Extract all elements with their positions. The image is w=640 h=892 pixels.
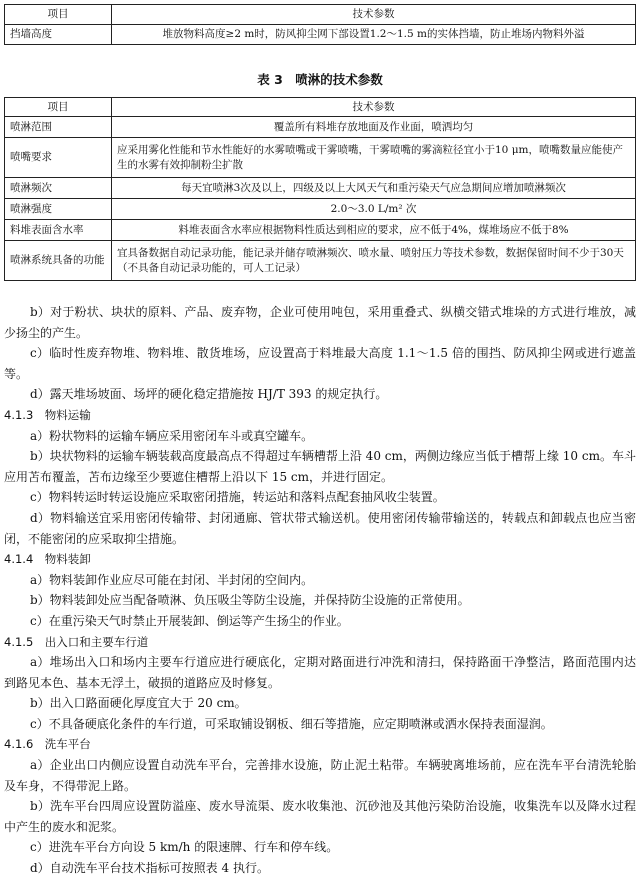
- table-row: [5, 25, 636, 45]
- paragraph: a）企业出口内侧应设置自动洗车平台，完善排水设施，防止泥土粘带。车辆驶离堆场前，应在洗车平台清洗轮胎及车身，不得带泥上路。: [4, 758, 636, 793]
- section-heading: 4.1.5 出入口和主要车行道: [4, 634, 149, 649]
- row-param: 宜具备数据自动记录功能，能记录并储存喷淋频次、喷水量、喷射压力等技术参数，数据保留时间不少于30天（不具备自动记录功能的，可人工记录）: [112, 241, 636, 281]
- table-row: [5, 178, 636, 199]
- row-item: 挡墙高度: [5, 25, 112, 45]
- paragraph: a）堆场出入口和场内主要车行道应进行硬底化，定期对路面进行冲洗和清扫，保持路面干净整洁，路面范围内达到路见本色、基本无浮土，破损的道路应及时修复。: [4, 655, 636, 690]
- row-param: 料堆表面含水率应根据物料性质达到相应的要求，应不低于4%，煤堆场应不低于8%: [112, 220, 636, 241]
- paragraph: c）进洗车平台方向设 5 km/h 的限速牌、行车和停车线。: [30, 840, 339, 855]
- paragraph: b）出入口路面硬化厚度宜大于 20 cm。: [30, 696, 247, 711]
- row-item: 料堆表面含水率: [5, 220, 112, 241]
- section-heading: 4.1.4 物料装卸: [4, 552, 91, 567]
- table-row: [5, 138, 636, 178]
- row-param: 应采用雾化性能和节水性能好的水雾喷嘴或干雾喷嘴，干雾喷嘴的雾滴粒径宜小于10 μm，喷嘴数量应能使产生的水雾有效抑制粉尘扩散: [112, 138, 636, 178]
- row-item: 喷淋强度: [5, 199, 112, 220]
- section-heading: 4.1.6 洗车平台: [4, 737, 91, 752]
- table-row: [5, 241, 636, 281]
- paragraph: c）临时性废弃物堆、物料堆、散货堆场，应设置高于料堆最大高度 1.1～1.5 倍的围挡、防风抑尘网或进行遮盖等。: [4, 346, 636, 381]
- table-2-fragment: [4, 4, 636, 45]
- row-param: 堆放物料高度≥2 m时，防风抑尘网下部设置1.2～1.5 m的实体挡墙，防止堆场内物料外溢: [112, 25, 636, 45]
- paragraph: b）块状物料的运输车辆装载高度最高点不得超过车辆槽帮上沿 40 cm，两侧边缘应当低于槽帮上缘 10 cm。车斗应用苫布覆盖，苫布边缘至少要遮住槽帮上沿以下 15 cm，并进行固定。: [4, 449, 636, 484]
- body-text: [4, 302, 636, 879]
- paragraph: d）物料输送宜采用密闭传输带、封闭通廊、管状带式输送机。使用密闭传输带输送的，转载点和卸载点也应当密闭，不能密闭的应采取抑尘措施。: [4, 510, 636, 546]
- row-param: 2.0～3.0 L/m² 次: [112, 199, 636, 220]
- table-3: [4, 97, 636, 281]
- table-row: [5, 117, 636, 138]
- paragraph: a）物料装卸作业应尽可能在封闭、半封闭的空间内。: [30, 572, 314, 587]
- table-header-row: [5, 98, 636, 117]
- header-param: 技术参数: [112, 5, 636, 25]
- row-item: 喷淋范围: [5, 117, 112, 138]
- header-item: 项目: [5, 98, 112, 117]
- paragraph: b）对于粉状、块状的原料、产品、废弃物，企业可使用吨包，采用重叠式、纵横交错式堆垛的方式进行堆放，减少扬尘的产生。: [4, 305, 636, 340]
- paragraph: b）物料装卸处应当配备喷淋、负压吸尘等防尘设施，并保持防尘设施的正常使用。: [30, 593, 470, 608]
- table-row: [5, 220, 636, 241]
- header-item: 项目: [5, 5, 112, 25]
- row-param: 覆盖所有料堆存放地面及作业面，喷洒均匀: [112, 117, 636, 138]
- table-3-caption: 表 3 喷淋的技术参数: [257, 72, 383, 87]
- paragraph: c）在重污染天气时禁止开展装卸、倒运等产生扬尘的作业。: [30, 613, 349, 628]
- header-param: 技术参数: [112, 98, 636, 117]
- paragraph: c）不具备硬底化条件的车行道，可采取铺设钢板、细石等措施，应定期喷淋或洒水保持表面湿润。: [30, 716, 553, 731]
- row-param: 每天宜喷淋3次及以上，四级及以上大风天气和重污染天气应急期间应增加喷淋频次: [112, 178, 636, 199]
- paragraph: a）粉状物料的运输车辆应采用密闭车斗或真空罐车。: [30, 428, 314, 443]
- section-heading: 4.1.3 物料运输: [4, 407, 91, 422]
- table-header-row: [5, 5, 636, 25]
- paragraph: c）物料转运时转运设施应采取密闭措施，转运站和落料点配套抽风收尘装置。: [30, 490, 445, 505]
- row-item: 喷嘴要求: [5, 138, 112, 178]
- row-item: 喷淋频次: [5, 178, 112, 199]
- paragraph: b）洗车平台四周应设置防溢座、废水导流渠、废水收集池、沉砂池及其他污染防治设施，收集洗车以及降水过程中产生的废水和泥浆。: [4, 799, 636, 834]
- paragraph: d）自动洗车平台技术指标可按照表 4 执行。: [30, 861, 269, 876]
- row-item: 喷淋系统具备的功能: [5, 241, 112, 281]
- table-row: [5, 199, 636, 220]
- paragraph: d）露天堆场坡面、场坪的硬化稳定措施按 HJ/T 393 的规定执行。: [30, 387, 388, 402]
